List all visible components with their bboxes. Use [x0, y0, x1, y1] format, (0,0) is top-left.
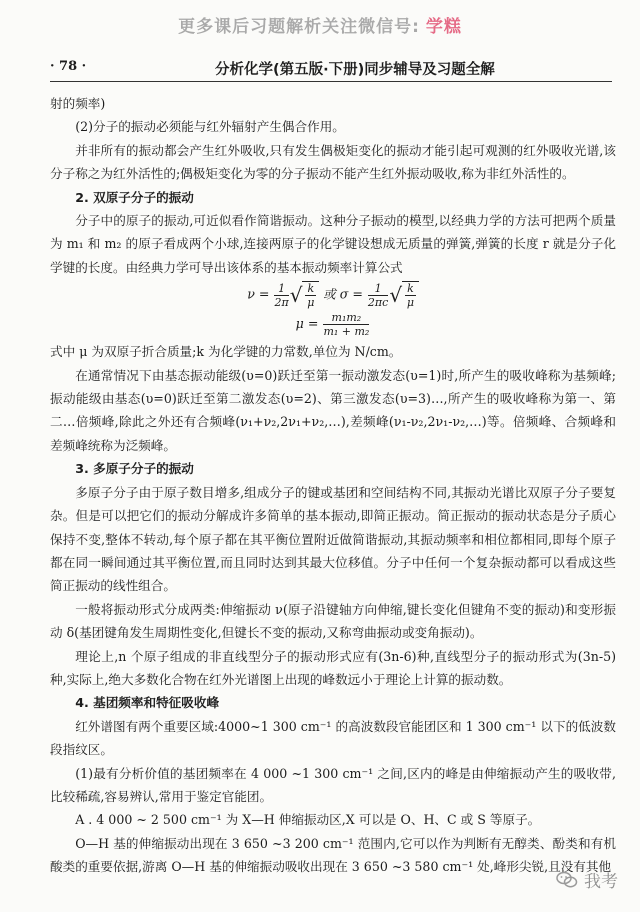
fraction [274, 282, 288, 309]
eq-term: μ = [295, 316, 319, 332]
reduced-mass-equation [50, 311, 616, 338]
paragraph: (2)分子的振动必须能与红外辐射产生偶合作用。 [75, 119, 345, 135]
section-heading: 3. 多原子分子的振动 [75, 461, 194, 477]
running-header [50, 57, 612, 82]
section-heading: 2. 双原子分子的振动 [75, 189, 194, 205]
sqrt-body [302, 281, 319, 309]
fraction-denominator: μ [406, 296, 414, 310]
fraction-denominator: 2πc [367, 295, 389, 309]
paragraph: O—H 基的伸缩振动出现在 3 650 ~3 200 cm⁻¹ 范围内,它可以作为判断有无醇类、酚类和有机酸类的重要依据,游离 O—H 基的伸缩振动吸收出现在 3 650 ~3 580 cm⁻¹ 处,峰形尖锐,且没有其他 [50, 835, 616, 875]
watermark-prefix: 更多课后习题解析关注微信号: [178, 17, 420, 37]
fraction [368, 282, 388, 309]
fraction [405, 282, 416, 309]
paragraph: 射的频率) [50, 96, 106, 111]
paragraph: 分子中的原子的振动,可近似看作简谐振动。这种分子振动的模型,以经典力学的方法可把两个质量为 m₁ 和 m₂ 的原子看成两个小球,连接两原子的化学键设想成无质量的弹簧,弹簧的长度 r 就是分子化学键的长度。由经典力学可导出该体系的基本振动频率计算公式 [50, 213, 616, 275]
sqrt-icon: √ [389, 283, 403, 308]
sqrt-icon: √ [289, 283, 303, 308]
paragraph: A . 4 000 ~ 2 500 cm⁻¹ 为 X—H 伸缩振动区,X 可以是 O、H、C 或 S 等原子。 [75, 812, 541, 828]
fraction [305, 282, 316, 309]
sqrt-body [402, 281, 419, 309]
fraction-numerator: k [307, 282, 315, 296]
paragraph: 并非所有的振动都会产生红外吸收,只有发生偶极矩变化的振动才能引起可观测的红外吸收光谱,该分子称之为红外活性的;偶极矩变化为零的分子振动不能产生红外振动吸收,称为非红外活性的。 [50, 142, 616, 182]
paragraph: 红外谱图有两个重要区域:4000~1 300 cm⁻¹ 的高波数段官能团区和 1 300 cm⁻¹ 以下的低波数段指纹区。 [50, 718, 616, 758]
paragraph: 式中 μ 为双原子折合质量;k 为化学键的力常数,单位为 N/cm。 [50, 344, 402, 360]
page-number: · 78 · [50, 59, 87, 74]
fraction-numerator: k [407, 282, 414, 296]
paragraph: (1)最有分析价值的基团频率在 4 000 ~1 300 cm⁻¹ 之间,区内的峰是由伸缩振动产生的吸收带,比较稀疏,容易辨认,常用于鉴定官能团。 [50, 765, 616, 804]
wechat-icon [556, 871, 578, 889]
watermark-brand: 学糕 [425, 17, 462, 37]
fraction [323, 311, 369, 338]
fraction-denominator: μ [307, 296, 315, 310]
fraction-denominator: m₁ + m₂ [323, 325, 370, 339]
book-title: 分析化学(第五版·下册)同步辅导及习题全解 [215, 62, 495, 78]
eq-term: 或 σ = [323, 286, 363, 302]
corner-logo [556, 867, 618, 892]
paragraph: 一般将振动形式分成两类:伸缩振动 ν(原子沿键轴方向伸缩,键长变化但键角不变的振动)和变形振动 δ(基团键角发生周期性变化,但键长不变的振动,又称弯曲振动或变角振动)。 [50, 601, 616, 641]
fraction-numerator: 1 [274, 282, 288, 296]
frequency-equation [50, 281, 616, 309]
paragraph: 多原子分子由于原子数目增多,组成分子的键或基团和空间结构不同,其振动光谱比双原子分子要复杂。但是可以把它们的振动分解成许多简单的基本振动,即简正振动。简正振动的振动状态是分子质心保持不变,整体不转动,每个原子都在其平衡位置附近做简谐振动,其振动频率和相位都相同,即每个原子都在同一瞬间通过其平衡位置,而且同时达到其最大位移值。分子中任何一个复杂振动都可以看成这些简正振动的线性组合。 [50, 484, 616, 594]
fraction-denominator: 2π [274, 295, 289, 309]
fraction-numerator: 1 [368, 282, 388, 296]
corner-logo-text: 我考 [584, 872, 618, 892]
section-heading: 4. 基团频率和特征吸收峰 [75, 695, 220, 711]
paragraph: 在通常情况下由基态振动能级(υ=0)跃迁至第一振动激发态(υ=1)时,所产生的吸收峰称为基频峰;振动能级由基态(υ=0)跃迁至第二激发态(υ=2)、第三激发态(υ=3)…,所产生的吸收峰称为第一、第二…倍频峰,除此之外还有合频峰(ν₁+ν₂,2ν₁+ν₂,…),差频峰(ν₁-ν₂,2ν₁-ν₂,…)等。倍频峰、合频峰和差频峰统称为泛频峰。 [50, 367, 616, 453]
paragraph: 理论上,n 个原子组成的非直线型分子的振动形式应有(3n-6)种,直线型分子的振动形式为(3n-5)种,实际上,绝大多数化合物在红外光谱图上出现的峰数远小于理论上计算的振动数。 [50, 648, 616, 687]
page-body [50, 92, 616, 879]
fraction-numerator: m₁m₂ [323, 311, 369, 325]
eq-term: ν = [247, 286, 270, 302]
watermark [0, 12, 640, 37]
